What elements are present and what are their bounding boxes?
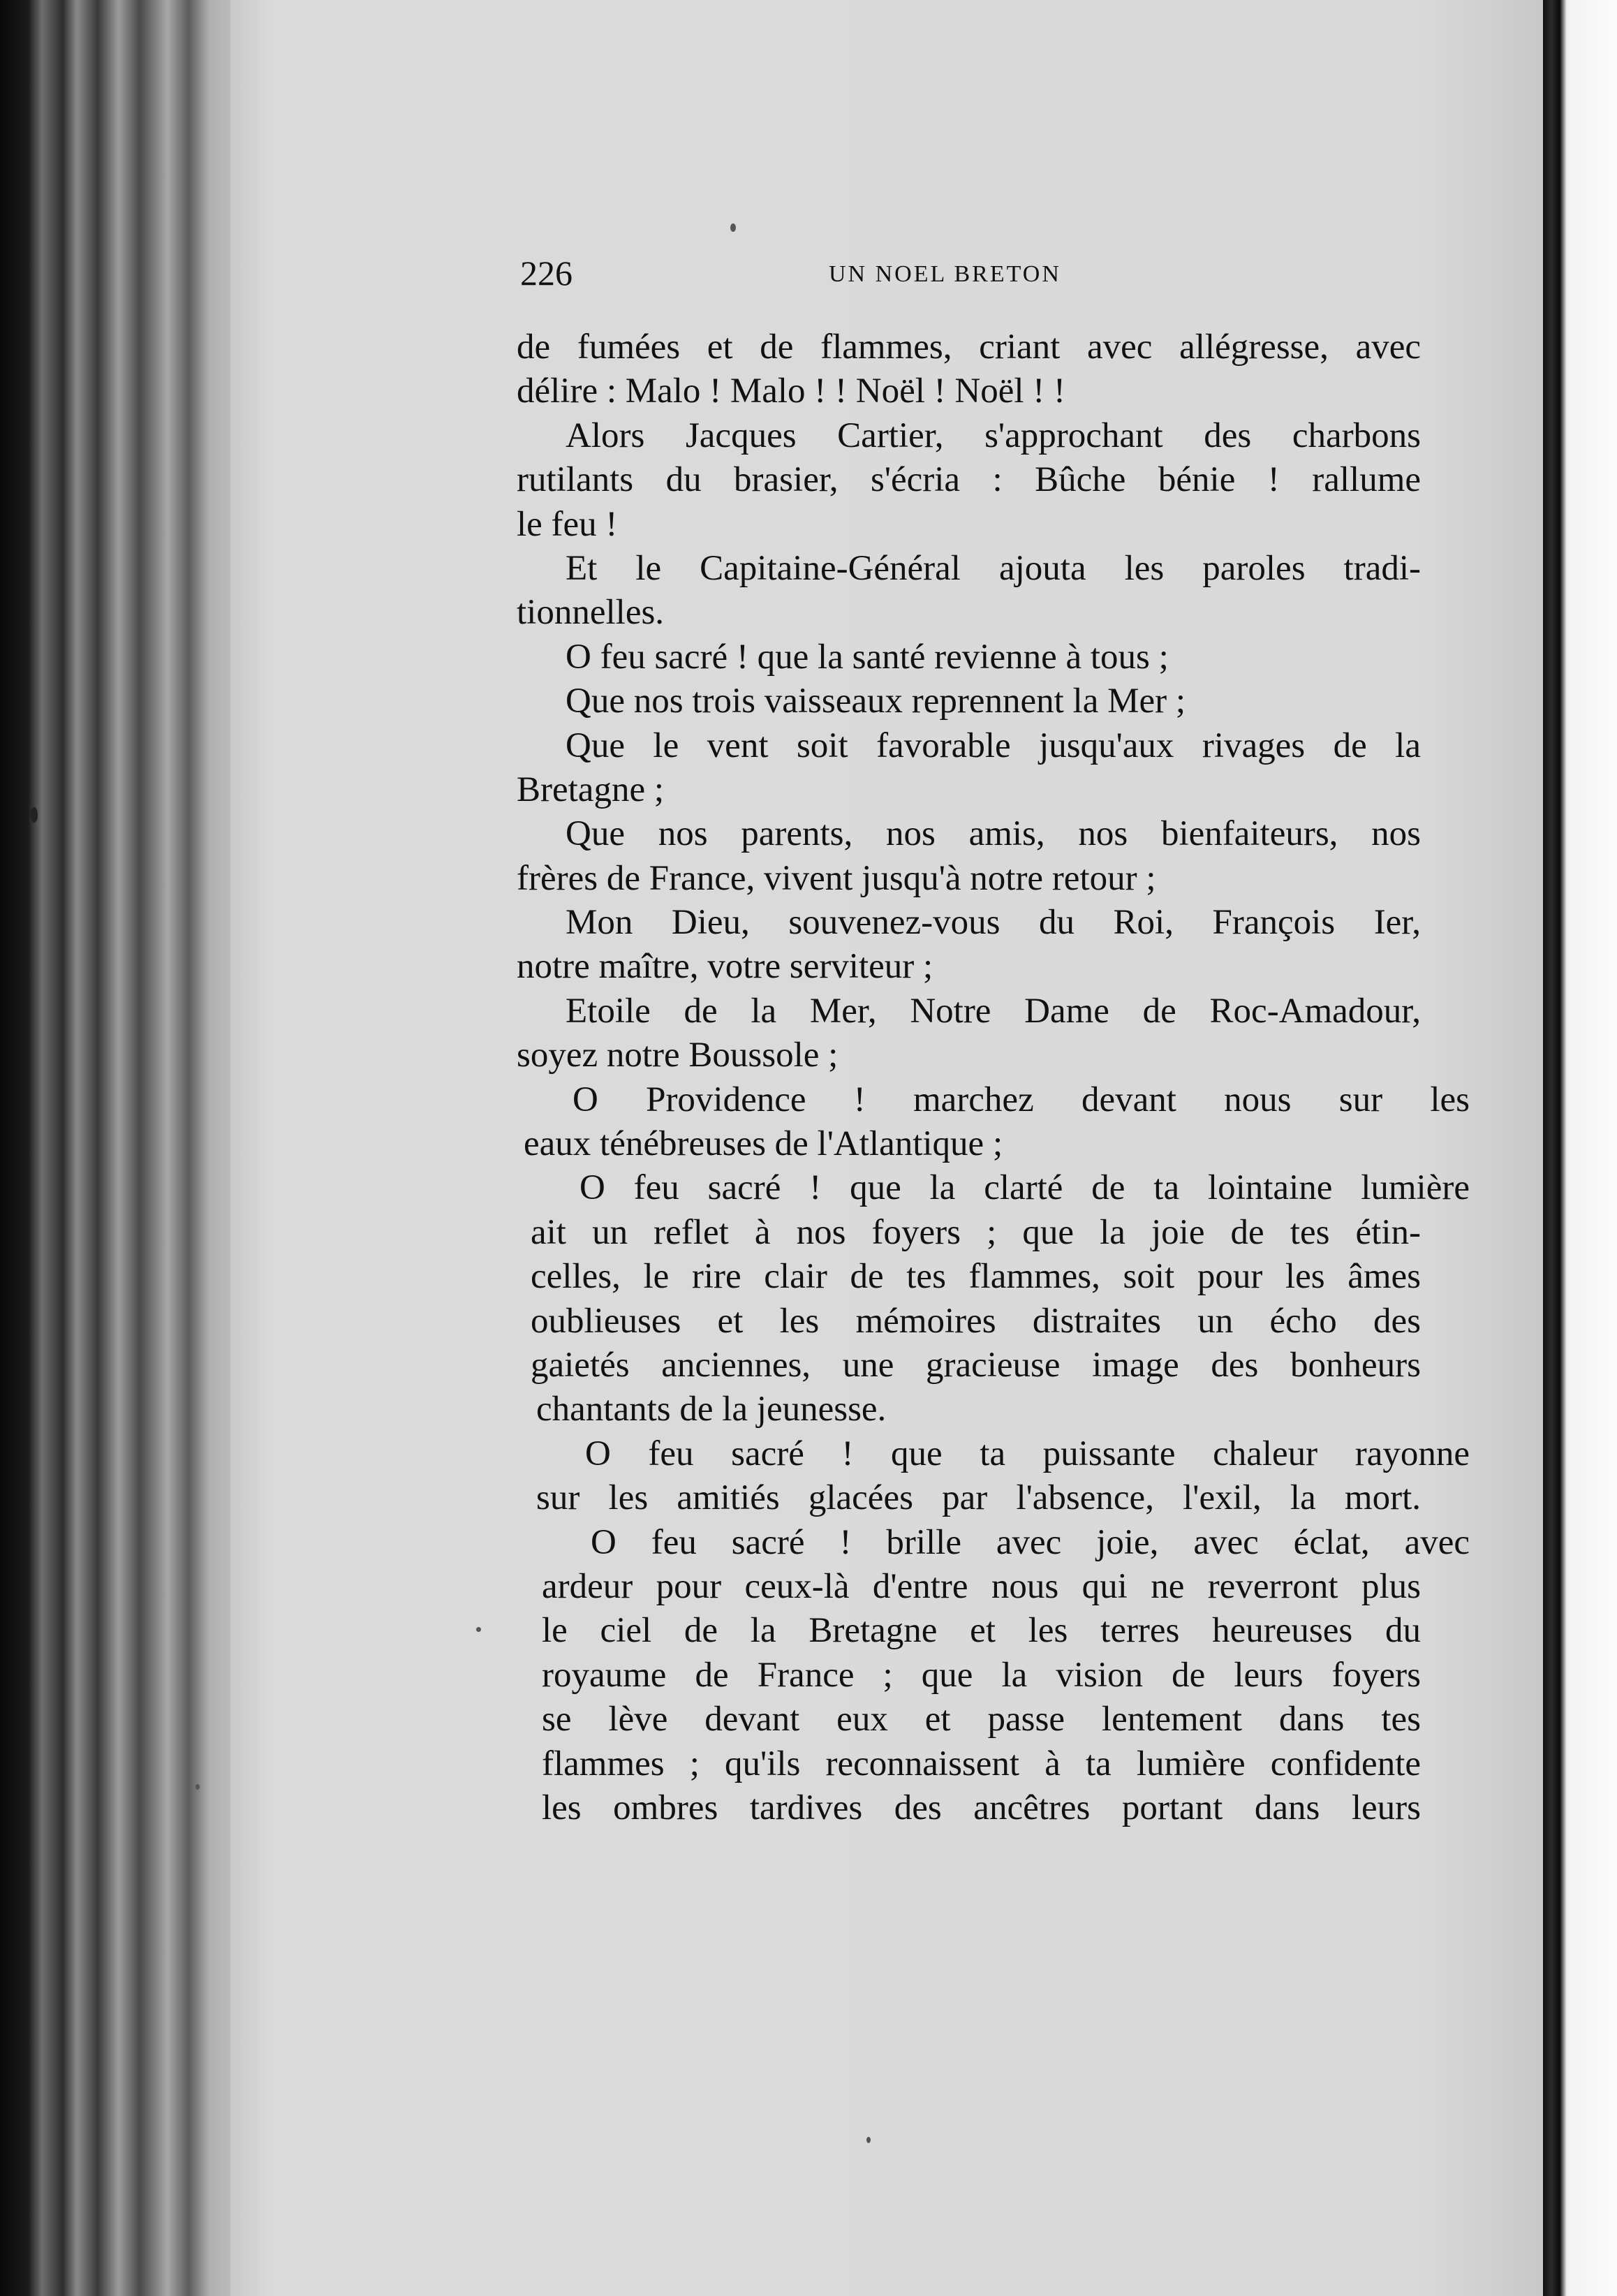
text-line: O Providence ! marchez devant nous sur les xyxy=(573,1080,1470,1119)
page-header xyxy=(520,253,1407,302)
text-line: ait un reflet à nos foyers ; que la joie de tes étin- xyxy=(531,1212,1421,1252)
text-line: le ciel de la Bretagne et les terres heureuses du xyxy=(542,1611,1421,1651)
text-line: Alors Jacques Cartier, s'approchant des charbons xyxy=(566,415,1421,455)
text-line: rutilants du brasier, s'écria : Bûche bénie ! rallume xyxy=(517,460,1421,500)
page-speck xyxy=(866,2137,871,2143)
text-line: Et le Capitaine-Général ajouta les paroles tradi- xyxy=(566,548,1421,588)
text-line: Que nos trois vaisseaux reprennent la Mer ; xyxy=(566,682,1186,721)
text-line: notre maître, votre serviteur ; xyxy=(517,947,933,987)
text-line: Bretagne ; xyxy=(517,770,664,809)
page-speck xyxy=(730,223,736,232)
text-line: frères de France, vivent jusqu'à notre retour ; xyxy=(517,858,1156,898)
text-line: délire : Malo ! Malo ! ! Noël ! Noël ! ! xyxy=(517,371,1065,411)
text-line: soyez notre Boussole ; xyxy=(517,1036,839,1075)
text-line: Que nos parents, nos amis, nos bienfaiteurs, nos xyxy=(566,814,1421,854)
text-line: gaietés anciennes, une gracieuse image des bonheurs xyxy=(531,1345,1421,1385)
page-number: 226 xyxy=(520,253,573,293)
book-page-edges xyxy=(0,0,251,2296)
text-line: se lève devant eux et passe lentement dans tes xyxy=(542,1700,1421,1739)
body-text xyxy=(517,325,1470,1830)
text-line: Etoile de la Mer, Notre Dame de Roc-Amadour, xyxy=(566,991,1421,1031)
text-line: O feu sacré ! que la clarté de ta lointaine lumière xyxy=(579,1168,1470,1208)
text-line: eaux ténébreuses de l'Atlantique ; xyxy=(524,1124,1003,1164)
text-line: ardeur pour ceux-là d'entre nous qui ne reverront plus xyxy=(542,1566,1421,1606)
text-line: O feu sacré ! que la santé revienne à tous ; xyxy=(566,637,1169,677)
next-page-edge xyxy=(1543,0,1617,2296)
text-line: Que le vent soit favorable jusqu'aux rivages de la xyxy=(566,726,1421,765)
running-title: UN NOEL BRETON xyxy=(829,261,1061,287)
text-line: celles, le rire clair de tes flammes, soit pour les âmes xyxy=(531,1257,1421,1297)
page-speck xyxy=(476,1627,481,1632)
text-line: chantants de la jeunesse. xyxy=(536,1390,887,1429)
text-line: oublieuses et les mémoires distraites un écho des xyxy=(531,1301,1421,1341)
text-line: royaume de France ; que la vision de leurs foyers xyxy=(542,1655,1421,1695)
page-speck xyxy=(31,807,38,823)
page-speck xyxy=(195,1784,200,1790)
text-line: Mon Dieu, souvenez-vous du Roi, François Ier, xyxy=(566,903,1421,943)
text-line: les ombres tardives des ancêtres portant dans leurs xyxy=(542,1788,1421,1827)
text-line: de fumées et de flammes, criant avec allégresse, avec xyxy=(517,328,1421,367)
text-line: le feu ! xyxy=(517,504,618,544)
text-line: sur les amitiés glacées par l'absence, l'exil, la mort. xyxy=(536,1478,1421,1518)
text-line: flammes ; qu'ils reconnaissent à ta lumière confidente xyxy=(542,1744,1421,1783)
text-line: O feu sacré ! que ta puissante chaleur rayonne xyxy=(585,1434,1470,1473)
text-line: O feu sacré ! brille avec joie, avec éclat, avec xyxy=(591,1522,1470,1562)
text-line: tionnelles. xyxy=(517,593,665,633)
